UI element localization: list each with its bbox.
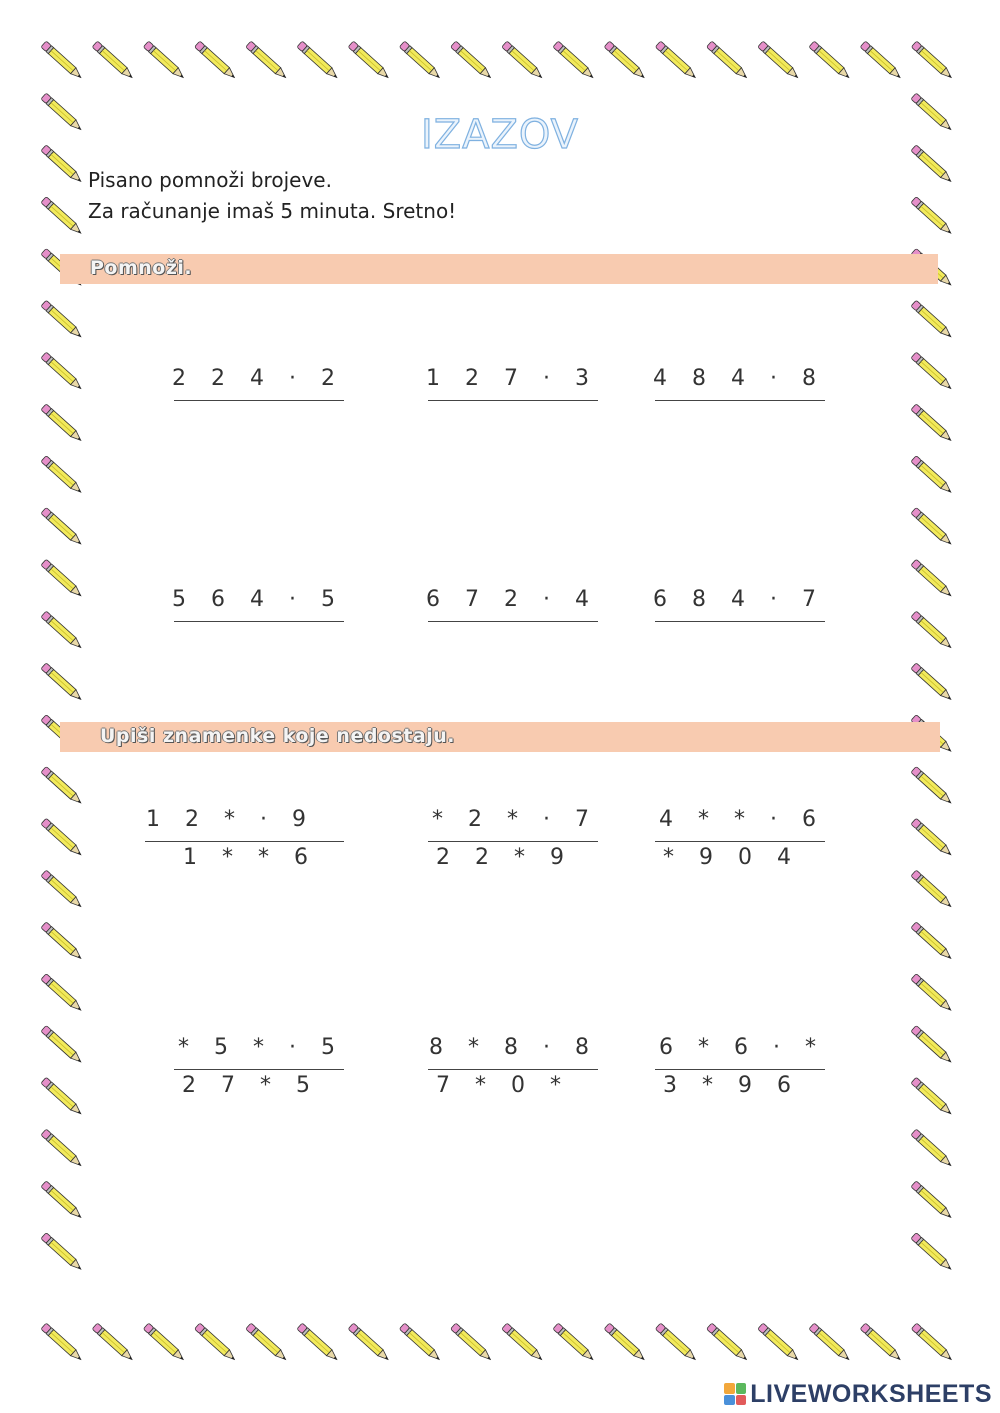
pencil-icon xyxy=(41,766,84,806)
pencil-icon xyxy=(911,1323,954,1363)
pencil-icon xyxy=(399,41,442,81)
answer-line xyxy=(655,1069,825,1070)
problem-result: 1 * * 6 xyxy=(183,845,317,870)
pencil-icon xyxy=(911,456,954,496)
problem-result: * 9 0 4 xyxy=(663,845,800,870)
problem-expression: 1 2 7 · 3 xyxy=(426,366,598,391)
pencil-icon xyxy=(604,1323,647,1363)
answer-line xyxy=(428,1069,598,1070)
pencil-icon xyxy=(41,1181,84,1221)
pencil-icon xyxy=(911,41,954,81)
problem-expression: * 5 * · 5 xyxy=(178,1035,344,1060)
answer-line xyxy=(428,621,598,622)
page-title: IZAZOV xyxy=(420,112,580,158)
pencil-icon xyxy=(143,41,186,81)
problem-expression: 2 2 4 · 2 xyxy=(172,366,344,391)
pencil-icon xyxy=(41,870,84,910)
pencil-icon xyxy=(143,1323,186,1363)
pencil-icon xyxy=(399,1323,442,1363)
problem-expression: 6 8 4 · 7 xyxy=(653,587,825,612)
pencil-icon xyxy=(911,1181,954,1221)
pencil-icon xyxy=(41,1077,84,1117)
pencil-icon xyxy=(41,456,84,496)
pencil-icon xyxy=(911,352,954,392)
pencil-icon xyxy=(41,1129,84,1169)
pencil-icon xyxy=(553,41,596,81)
problem-expression: 6 * 6 · * xyxy=(659,1035,825,1060)
pencil-icon xyxy=(655,1323,698,1363)
instruction-line-1: Pisano pomnoži brojeve. xyxy=(88,168,332,192)
pencil-icon xyxy=(41,1323,84,1363)
pencil-icon xyxy=(502,41,545,81)
pencil-icon xyxy=(911,1129,954,1169)
pencil-icon xyxy=(41,559,84,599)
pencil-icon xyxy=(911,611,954,651)
pencil-icon xyxy=(92,41,135,81)
pencil-icon xyxy=(41,1233,84,1273)
pencil-icon xyxy=(911,766,954,806)
brand-name: LIVEWORKSHEETS xyxy=(750,1379,992,1408)
problem-expression: 8 * 8 · 8 xyxy=(429,1035,598,1060)
pencil-icon xyxy=(194,41,237,81)
answer-line xyxy=(428,400,598,401)
problem-result: 2 2 * 9 xyxy=(436,845,573,870)
answer-line xyxy=(655,621,825,622)
pencil-icon xyxy=(348,1323,391,1363)
pencil-icon xyxy=(655,41,698,81)
pencil-icon xyxy=(911,922,954,962)
answer-line xyxy=(428,841,598,842)
problem-result: 2 7 * 5 xyxy=(182,1073,319,1098)
pencil-icon xyxy=(911,870,954,910)
pencil-icon xyxy=(41,974,84,1014)
pencil-icon xyxy=(758,41,801,81)
pencil-icon xyxy=(911,1233,954,1273)
pencil-icon xyxy=(860,41,903,81)
pencil-icon xyxy=(911,1077,954,1117)
pencil-icon xyxy=(911,663,954,703)
pencil-icon xyxy=(758,1323,801,1363)
answer-line xyxy=(174,400,344,401)
pencil-icon xyxy=(297,41,340,81)
problem-expression: 4 * * · 6 xyxy=(659,807,825,832)
pencil-icon xyxy=(706,1323,749,1363)
pencil-icon xyxy=(41,611,84,651)
pencil-icon xyxy=(911,300,954,340)
pencil-icon xyxy=(450,1323,493,1363)
pencil-icon xyxy=(911,197,954,237)
pencil-icon xyxy=(604,41,647,81)
pencil-icon xyxy=(297,1323,340,1363)
pencil-icon xyxy=(450,41,493,81)
problem-expression: * 2 * · 7 xyxy=(432,807,598,832)
pencil-icon xyxy=(348,41,391,81)
pencil-icon xyxy=(41,922,84,962)
answer-line xyxy=(145,841,344,842)
answer-line xyxy=(174,621,344,622)
section-band-multiply xyxy=(60,254,938,284)
pencil-icon xyxy=(706,41,749,81)
pencil-icon xyxy=(41,41,84,81)
pencil-icon xyxy=(41,352,84,392)
pencil-icon xyxy=(911,404,954,444)
section-heading-missing-digits: Upiši znamenke koje nedostaju. xyxy=(100,725,455,747)
pencil-icon xyxy=(809,41,852,81)
pencil-icon xyxy=(911,818,954,858)
pencil-icon xyxy=(194,1323,237,1363)
pencil-icon xyxy=(41,300,84,340)
pencil-icon xyxy=(41,1025,84,1065)
pencil-icon xyxy=(502,1323,545,1363)
pencil-icon xyxy=(41,404,84,444)
pencil-icon xyxy=(809,1323,852,1363)
answer-line xyxy=(655,400,825,401)
problem-expression: 5 6 4 · 5 xyxy=(172,587,344,612)
problem-result: 3 * 9 6 xyxy=(663,1073,800,1098)
pencil-icon xyxy=(553,1323,596,1363)
section-band-missing-digits xyxy=(60,722,940,752)
answer-line xyxy=(174,1069,344,1070)
liveworksheets-logo[interactable] xyxy=(724,1378,992,1410)
problem-result: 7 * 0 * xyxy=(436,1073,570,1098)
pencil-icon xyxy=(92,1323,135,1363)
problem-expression: 4 8 4 · 8 xyxy=(653,366,825,391)
pencil-icon xyxy=(911,1025,954,1065)
section-heading-multiply: Pomnoži. xyxy=(90,257,193,279)
pencil-icon xyxy=(246,41,289,81)
instruction-line-2: Za računanje imaš 5 minuta. Sretno! xyxy=(88,199,457,223)
problem-expression: 1 2 * · 9 xyxy=(146,807,315,832)
pencil-icon xyxy=(41,818,84,858)
pencil-icon xyxy=(41,507,84,547)
pencil-icon xyxy=(911,507,954,547)
logo-mark-icon xyxy=(724,1383,746,1405)
pencil-icon xyxy=(41,663,84,703)
pencil-icon xyxy=(860,1323,903,1363)
pencil-icon xyxy=(41,197,84,237)
answer-line xyxy=(655,841,825,842)
pencil-icon xyxy=(911,974,954,1014)
problem-expression: 6 7 2 · 4 xyxy=(426,587,598,612)
pencil-icon xyxy=(246,1323,289,1363)
pencil-icon xyxy=(911,559,954,599)
